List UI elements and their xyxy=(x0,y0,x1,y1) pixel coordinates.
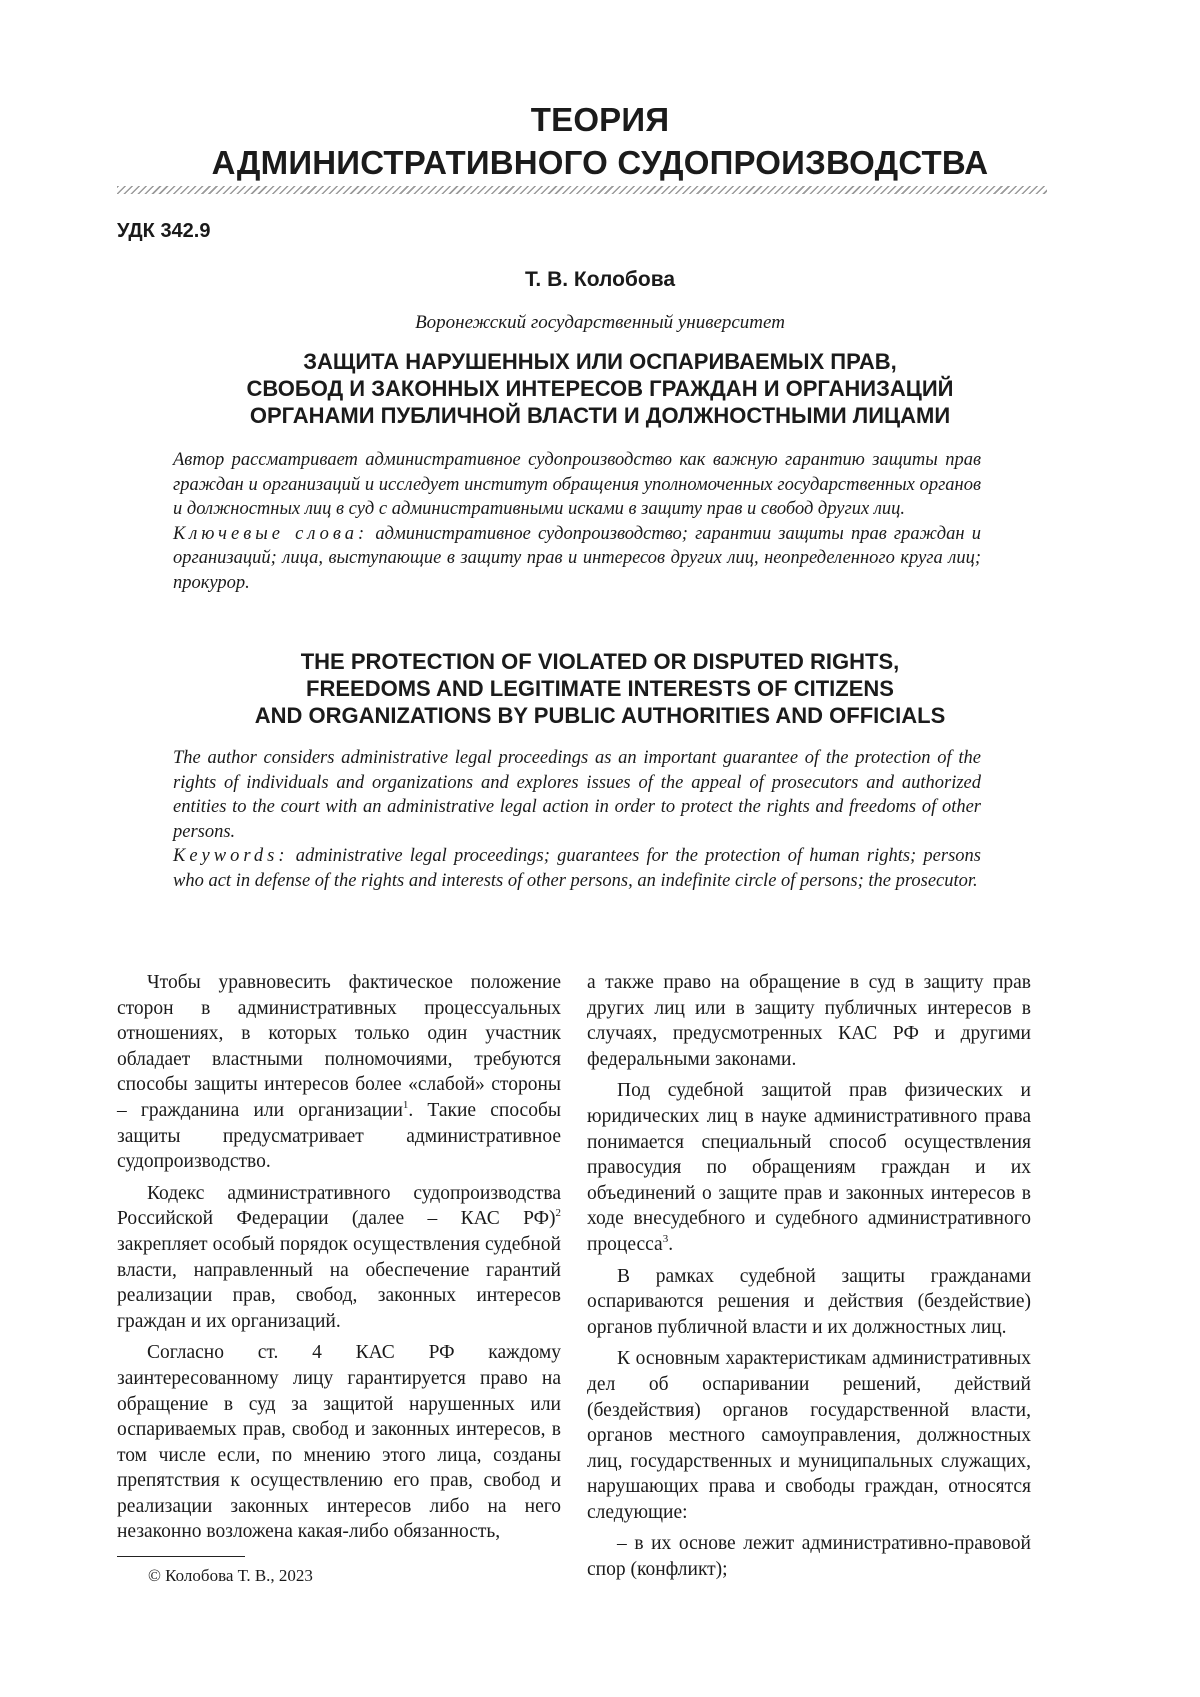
footnote-ref-1: 1 xyxy=(403,1099,409,1111)
keywords-en xyxy=(173,844,981,893)
title-en-line-3: AND ORGANIZATIONS BY PUBLIC AUTHORITIES AND OFFICIALS xyxy=(0,702,1200,729)
title-ru-line-1: ЗАЩИТА НАРУШЕННЫХ ИЛИ ОСПАРИВАЕМЫХ ПРАВ, xyxy=(0,348,1200,375)
title-en-line-2: FREEDOMS AND LEGITIMATE INTERESTS OF CITIZENS xyxy=(0,675,1200,702)
paragraph-5: В рамках судебной защиты гражданами оспариваются решения и действия (бездействие) органов публичной власти и их должностных лиц. xyxy=(587,1264,1031,1341)
footnote-ref-3: 3 xyxy=(663,1233,669,1245)
keywords-ru-text: административное судопроизводство; гарантии защиты прав граждан и организаций; лица, выступающие в защиту прав и интересов других лиц, неопределенного круга лиц; прокурор. xyxy=(173,524,981,593)
abstract-ru xyxy=(173,448,981,595)
title-ru-line-2: СВОБОД И ЗАКОННЫХ ИНТЕРЕСОВ ГРАЖДАН И ОРГАНИЗАЦИЙ xyxy=(0,375,1200,402)
paragraph-2-text: Кодекс административного судопроизводства Российской Федерации (далее – КАС РФ) xyxy=(117,1183,561,1230)
paragraph-3-continued: а также право на обращение в суд в защиту прав других лиц или в защиту публичных интересов в случаях, предусмотренных КАС РФ и другими федеральными законами. xyxy=(587,970,1031,1072)
paragraph-6: К основным характеристикам административных дел об оспаривании решений, действий (бездействия) органов государственной власти, органов местного самоуправления, должностных лиц, государственных и муниципальных служащих, нарушающих права и свободы граждан, относятся следующие: xyxy=(587,1346,1031,1525)
paragraph-3: Согласно ст. 4 КАС РФ каждому заинтересованному лицу гарантируется право на обращение в суд за защитой нарушенных или оспариваемых прав, свобод и законных интересов, в том числе если, по мнению этого лица, созданы препятствия к осуществлению его прав, свобод и реализации законных интересов либо на него незаконно возложена какая-либо обязанность, xyxy=(117,1340,561,1545)
article-title-en xyxy=(0,648,1200,729)
author-name: Т. В. Колобова xyxy=(0,268,1200,292)
paragraph-1-end: . Такие способы защиты предусматривает административное судопроизводство. xyxy=(117,1100,561,1172)
paragraph-4-end: . xyxy=(668,1234,673,1255)
paragraph-4 xyxy=(587,1078,1031,1257)
footnote-ref-2: 2 xyxy=(556,1207,562,1219)
paragraph-1 xyxy=(117,970,561,1175)
copyright-notice: © Колобова Т. В., 2023 xyxy=(148,1566,313,1586)
udk-code: УДК 342.9 xyxy=(117,220,211,243)
body-column-left xyxy=(117,970,561,1551)
section-heading-line-2: АДМИНИСТРАТИВНОГО СУДОПРОИЗВОДСТВА xyxy=(0,141,1200,184)
author-affiliation: Воронежский государственный университет xyxy=(0,312,1200,334)
abstract-en-text: The author considers administrative legal proceedings as an important guarantee of the protection of the rights of individuals and organizations and explores issues of the appeal of prosecutors and authorized entities to the court with an administrative legal action in order to protect the rights and freedoms of other persons. xyxy=(173,746,981,844)
keywords-ru-label: Ключевые слова: xyxy=(173,524,368,544)
paragraph-2 xyxy=(117,1181,561,1335)
abstract-ru-text: Автор рассматривает административное судопроизводство как важную гарантию защиты прав граждан и организаций и исследует институт обращения уполномоченных государственных органов и должностных лиц в суд с административными исками в защиту прав и свобод других лиц. xyxy=(173,448,981,522)
footnote-divider xyxy=(117,1556,245,1557)
title-ru-line-3: ОРГАНАМИ ПУБЛИЧНОЙ ВЛАСТИ И ДОЛЖНОСТНЫМИ ЛИЦАМИ xyxy=(0,402,1200,429)
journal-page xyxy=(0,0,1200,1697)
article-title-ru xyxy=(0,348,1200,429)
abstract-en xyxy=(173,746,981,893)
paragraph-1-text: Чтобы уравновесить фактическое положение сторон в административных процессуальных отношениях, в которых только один участник обладает властными полномочиями, требуются способы защиты интересов более «слабой» стороны – гражданина или организации xyxy=(117,972,561,1121)
hatched-divider xyxy=(117,186,1047,194)
section-heading-line-1: ТЕОРИЯ xyxy=(0,98,1200,141)
body-column-right xyxy=(587,970,1031,1589)
section-heading xyxy=(0,98,1200,184)
keywords-ru xyxy=(173,522,981,596)
paragraph-4-text: Под судебной защитой прав физических и юридических лиц в науке административного права понимается специальный способ осуществления правосудия по обращениям граждан и их объединений о защите прав и законных интересов в ходе внесудебного и судебного административного процесса xyxy=(587,1080,1031,1255)
keywords-en-label: Keywords: xyxy=(173,846,288,866)
keywords-en-text: administrative legal proceedings; guarantees for the protection of human rights; persons who act in defense of the rights and interests of other persons, an indefinite circle of persons; the prosecutor. xyxy=(173,846,981,891)
list-item-1: – в их основе лежит административно-правовой спор (конфликт); xyxy=(587,1531,1031,1582)
paragraph-2-end: закрепляет особый порядок осуществления судебной власти, направленный на обеспечение гарантий реализации прав, свобод, законных интересов граждан и их организаций. xyxy=(117,1234,561,1332)
title-en-line-1: THE PROTECTION OF VIOLATED OR DISPUTED RIGHTS, xyxy=(0,648,1200,675)
